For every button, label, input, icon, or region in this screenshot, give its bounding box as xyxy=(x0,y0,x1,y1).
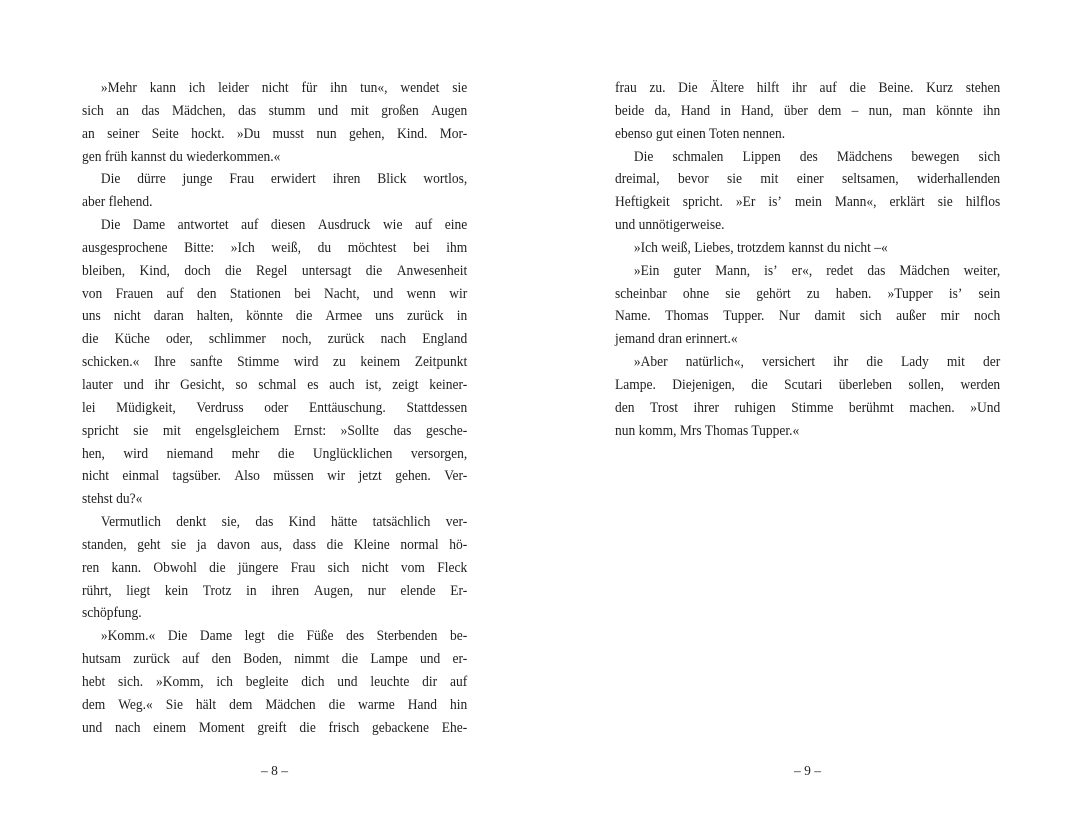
text-line: die Küche oder, schlimmer noch, zurück nach England xyxy=(82,331,468,348)
text-line: aber flehend. xyxy=(82,194,153,211)
text-line: nun komm, Mrs Thomas Tupper.« xyxy=(615,422,800,439)
text-line: dem Weg.« Sie hält dem Mädchen die warme Hand hin xyxy=(82,696,468,713)
text-line: dreimal, bevor sie mit einer seltsamen, widerhallenden xyxy=(615,171,1001,188)
text-line: lei Müdigkeit, Verdruss oder Enttäuschung. Stattdessen xyxy=(82,399,468,416)
text-line: scheinbar ohne sie gehört zu haben. »Tupper is’ sein xyxy=(615,285,1001,302)
text-line: Vermutlich denkt sie, das Kind hätte tatsächlich ver- xyxy=(100,514,468,531)
text-line: »Komm.« Die Dame legt die Füße des Sterbenden be- xyxy=(100,628,468,645)
text-line: ebenso gut einen Toten nennen. xyxy=(615,125,786,142)
right-page-text xyxy=(615,77,1000,443)
text-line: ausgesprochene Bitte: »Ich weiß, du möchtest bei ihm xyxy=(82,239,468,256)
text-line: frau zu. Die Ältere hilft ihr auf die Beine. Kurz stehen xyxy=(615,80,1001,96)
left-page-text xyxy=(82,77,467,739)
right-page-number: – 9 – xyxy=(794,763,821,778)
text-line: beide da, Hand in Hand, über dem – nun, man könnte ihn xyxy=(615,102,1001,119)
text-line: Lampe. Diejenigen, die Scutari überleben sollen, werden xyxy=(615,376,1001,393)
text-line: hebt sich. »Komm, ich begleite dich und leuchte dir auf xyxy=(82,673,468,690)
text-line: ren kann. Obwohl die jüngere Frau sich nicht vom Fleck xyxy=(82,559,468,576)
text-line: nicht einmal tagsüber. Also müssen wir jetzt gehen. Ver- xyxy=(82,468,468,485)
text-line: schicken.« Ihre sanfte Stimme wird zu keinem Zeitpunkt xyxy=(82,354,468,371)
text-line: Heftigkeit spricht. »Er is’ mein Mann«, erklärt sie hilflos xyxy=(615,194,1001,211)
text-line: an seiner Seite hockt. »Du musst nun gehen, Kind. Mor- xyxy=(82,125,468,142)
text-line: standen, geht sie ja davon aus, dass die Kleine normal hö- xyxy=(82,536,468,553)
text-line: »Ich weiß, Liebes, trotzdem kannst du nicht –« xyxy=(633,239,888,256)
text-line: und unnötigerweise. xyxy=(615,217,725,234)
text-line: Name. Thomas Tupper. Nur damit sich außer mir noch xyxy=(615,308,1001,325)
text-line: jemand dran erinnert.« xyxy=(615,331,738,348)
text-line: uns nicht daran halten, könnte die Armee uns zurück in xyxy=(82,308,468,325)
text-line: »Mehr kann ich leider nicht für ihn tun«, wendet sie xyxy=(100,80,468,96)
text-line: Die Dame antwortet auf diesen Ausdruck wie auf eine xyxy=(100,217,468,234)
left-page-number: – 8 – xyxy=(261,763,288,778)
text-line: »Aber natürlich«, versichert ihr die Lady mit der xyxy=(633,354,1001,371)
text-line: sich an das Mädchen, das stumm und mit großen Augen xyxy=(82,102,468,119)
text-line: lauter und ihr Gesicht, so schmal es auch ist, zeigt keiner- xyxy=(82,376,468,393)
text-line: stehst du?« xyxy=(82,491,143,508)
text-line: hen, wird niemand mehr die Unglücklichen versorgen, xyxy=(82,445,468,462)
text-line: hutsam zurück auf den Boden, nimmt die Lampe und er- xyxy=(82,651,468,668)
text-line: »Ein guter Mann, is’ er«, redet das Mädchen weiter, xyxy=(633,262,1001,279)
text-line: von Frauen auf den Stationen bei Nacht, und wenn wir xyxy=(82,285,468,302)
text-line: den Trost ihrer ruhigen Stimme berühmt machen. »Und xyxy=(615,399,1001,416)
text-line: bleiben, Kind, doch die Regel untersagt die Anwesenheit xyxy=(82,262,468,279)
text-line: Die schmalen Lippen des Mädchens bewegen sich xyxy=(633,148,1001,165)
text-line: spricht sie mit engelsgleichem Ernst: »Sollte das gesche- xyxy=(82,422,468,439)
text-line: rührt, liegt kein Trotz in ihren Augen, nur elende Er- xyxy=(82,582,468,599)
text-line: Die dürre junge Frau erwidert ihren Blick wortlos, xyxy=(100,171,468,188)
text-line: gen früh kannst du wiederkommen.« xyxy=(82,148,281,165)
text-line: und nach einem Moment greift die frisch gebackene Ehe- xyxy=(82,719,468,736)
text-line: schöpfung. xyxy=(82,605,142,622)
